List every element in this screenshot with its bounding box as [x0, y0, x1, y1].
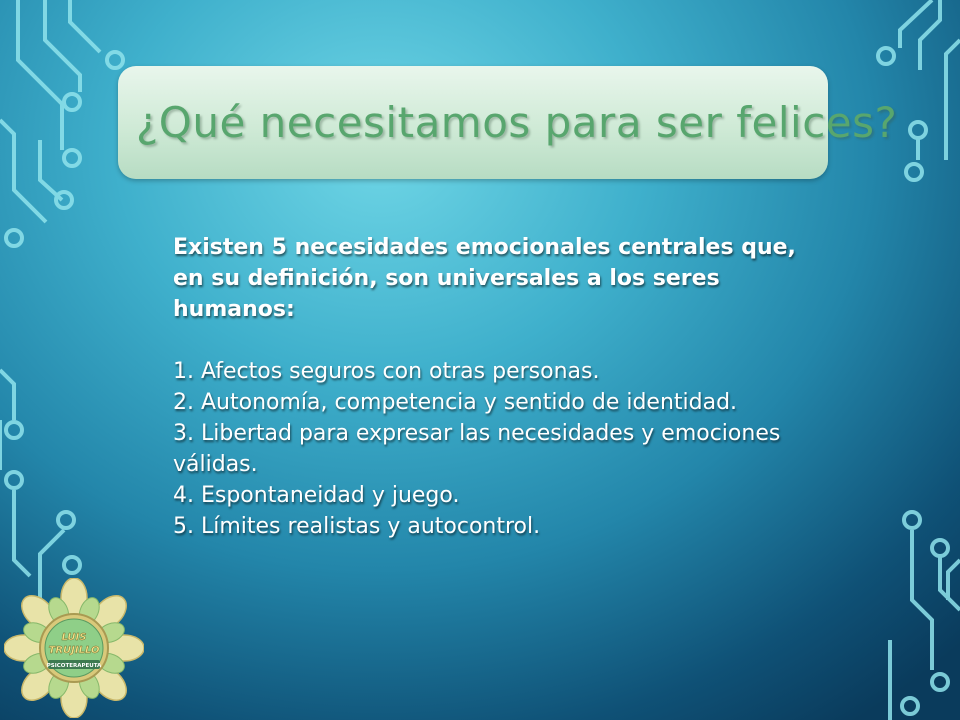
paragraph-gap: [173, 325, 813, 356]
title-box: [118, 66, 898, 179]
need-item-4: 4. Espontaneidad y juego.: [173, 483, 460, 508]
logo-subtitle: PSICOTERAPEUTA: [46, 663, 102, 669]
psicoterapeuta-logo: [4, 578, 144, 718]
content-text: [173, 232, 813, 542]
need-item-5: 5. Límites realistas y autocontrol.: [173, 514, 541, 539]
intro-paragraph: Existen 5 necesidades emocionales centrales que, en su definición, son universales a los seres humanos:: [173, 235, 796, 322]
need-item-2: 2. Autonomía, competencia y sentido de identidad.: [173, 390, 738, 415]
need-item-1: 1. Afectos seguros con otras personas.: [173, 359, 600, 384]
need-item-3: 3. Libertad para expresar las necesidades y emociones válidas.: [173, 421, 781, 477]
slide-title: ¿Qué necesitamos para ser felices?: [136, 98, 898, 147]
logo-name-line2: TRUJILLO: [48, 645, 100, 656]
logo-name-line1: LUIS: [61, 632, 87, 643]
